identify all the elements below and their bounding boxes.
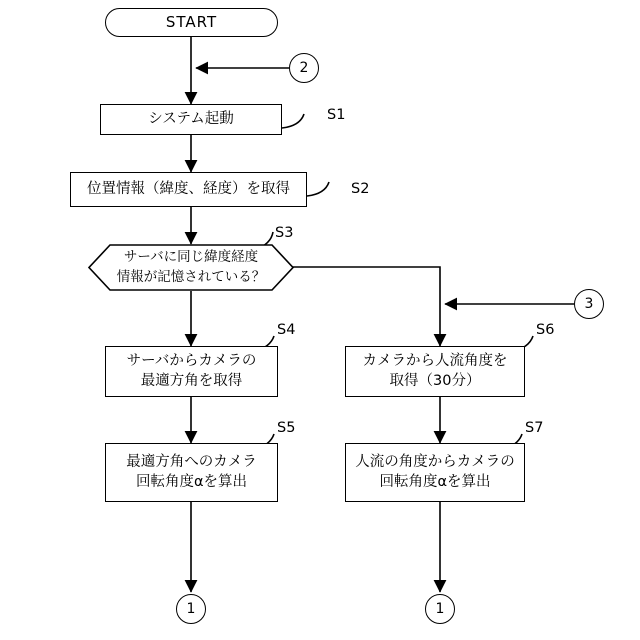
connector-out-1-left [176, 594, 206, 624]
node-start [105, 8, 278, 37]
step-label-s2: S2 [351, 181, 370, 197]
node-s6-get-crowd-angle [345, 346, 525, 397]
node-s2-get-location [70, 172, 307, 207]
step-label-s6: S6 [536, 322, 555, 338]
connector-in-3 [574, 289, 604, 319]
node-s7-calc-rotation-from-crowd [345, 443, 525, 502]
connector-out-1-right-label: 1 [435, 601, 445, 617]
connector-out-1-left-label: 1 [186, 601, 196, 617]
step-label-s7: S7 [525, 420, 544, 436]
connector-out-1-right [425, 594, 455, 624]
node-s3-label: サーバに同じ緯度経度 情報が記憶されている？ [116, 248, 266, 285]
connector-in-2-label: 2 [299, 60, 309, 76]
step-label-s4: S4 [277, 322, 296, 338]
node-s4-label: サーバからカメラの 最適方角を取得 [126, 352, 257, 389]
node-s1-system-start [100, 104, 282, 135]
step-label-s1: S1 [327, 107, 346, 123]
node-s6-label: カメラから人流角度を 取得（30分） [362, 352, 508, 389]
node-s5-label: 最適方角へのカメラ 回転角度αを算出 [126, 453, 257, 490]
step-label-s3: S3 [275, 225, 294, 241]
connector-in-3-label: 3 [584, 296, 594, 312]
step-label-s5: S5 [277, 420, 296, 436]
connector-in-2 [289, 53, 319, 83]
node-s5-calc-rotation-angle [105, 443, 278, 502]
node-start-label: START [165, 13, 218, 32]
node-s1-label: システム起動 [148, 110, 234, 127]
node-s3-decision [88, 244, 294, 291]
node-s4-get-optimal-direction [105, 346, 278, 397]
node-s7-label: 人流の角度からカメラの 回転角度αを算出 [355, 453, 515, 490]
node-s2-label: 位置情報（緯度、経度）を取得 [87, 180, 290, 197]
